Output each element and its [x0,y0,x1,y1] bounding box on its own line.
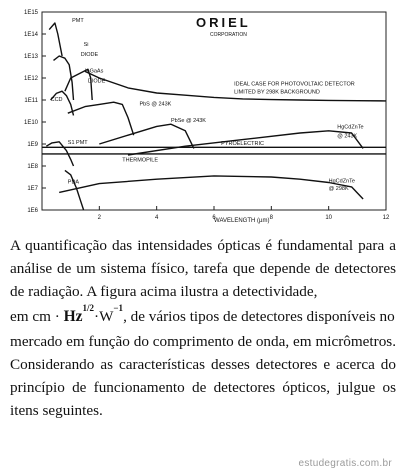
unit-prefix: em cm · [10,308,60,325]
chart-annotation: @ 243K [337,133,358,140]
paragraph-intro: A quantificação das intensidades ópticas é fundamental para a análise de um sistema físico, tarefa que depende de detectores de radiação. A figura acima ilustra a detectividade, [10,237,396,300]
question-text [10,234,396,422]
x-tick-label: 4 [154,215,159,221]
chart-annotation: HgCdZnTe [337,124,364,131]
series-line-hgcdznte-298k [59,176,363,199]
paragraph-conclusion: mercado em função do comprimento de onda, em micrômetros. Considerando as características desses detectores e acerca do princípio de funcionamento de detectores ópticos, julgue os itens seguintes. [10,333,396,419]
chart-annotation: Si [83,42,89,49]
chart-annotation: DIODE [80,52,99,58]
unit-line [10,303,396,330]
chart-annotation: PDA [67,179,80,186]
site-watermark: estudegratis.com.br [298,458,392,469]
chart-annotation: CCD [50,97,63,104]
unit-w-exponent: −1 [113,303,124,313]
series-line-pmt [49,23,62,56]
chart-annotation: InGaAs [85,68,104,75]
unit-w: ·W [94,308,114,325]
chart-annotation: PMT [72,17,84,24]
y-tick-label: 1E14 [23,32,38,38]
chart-annotation: HgCdZnTe [328,178,355,185]
x-axis-label: WAVELENGTH (µm) [214,218,270,224]
chart-annotation: THERMOPILE [122,157,159,164]
y-tick-label: 1E12 [23,76,38,82]
x-tick-label: 2 [97,215,102,221]
y-tick-label: 1E9 [27,142,38,148]
chart-annotation: S1 PMT [67,140,88,146]
y-tick-label: 1E8 [27,164,38,170]
chart-annotation: @ 298K [328,186,349,193]
y-tick-label: 1E10 [23,120,38,126]
chart-annotation: PYROELECTRIC [221,141,264,148]
x-tick-label: 6 [212,215,216,221]
chart-annotation: IDEAL CASE FOR PHOTOVOLTAIC DETECTOR [234,81,355,88]
chart-title: ORIEL [196,15,251,30]
x-tick-label: 10 [325,215,333,221]
series-line-pbs-243k [68,102,134,135]
x-tick-label: 8 [269,215,274,221]
detectivity-chart [0,0,404,225]
chart-annotation: PbS @ 243K [139,101,172,108]
unit-hz: Hz [63,308,83,325]
chart-annotation: DIODE [87,78,106,85]
y-tick-label: 1E7 [27,186,38,192]
unit-suffix: , de vários tipos de detectores disponíveis no [123,308,395,325]
chart-annotation: PbSe @ 243K [171,118,206,124]
y-tick-label: 1E15 [23,10,38,16]
y-tick-label: 1E11 [24,98,38,104]
x-tick-label: 12 [382,215,390,221]
series-line-pbse-243k [99,124,194,148]
chart-annotation: LIMITED BY 298K BACKGROUND [234,89,320,96]
y-tick-label: 1E6 [27,208,38,214]
y-tick-label: 1E13 [23,54,38,60]
unit-hz-exponent: 1/2 [82,303,95,313]
chart-subtitle: CORPORATION [210,32,247,38]
